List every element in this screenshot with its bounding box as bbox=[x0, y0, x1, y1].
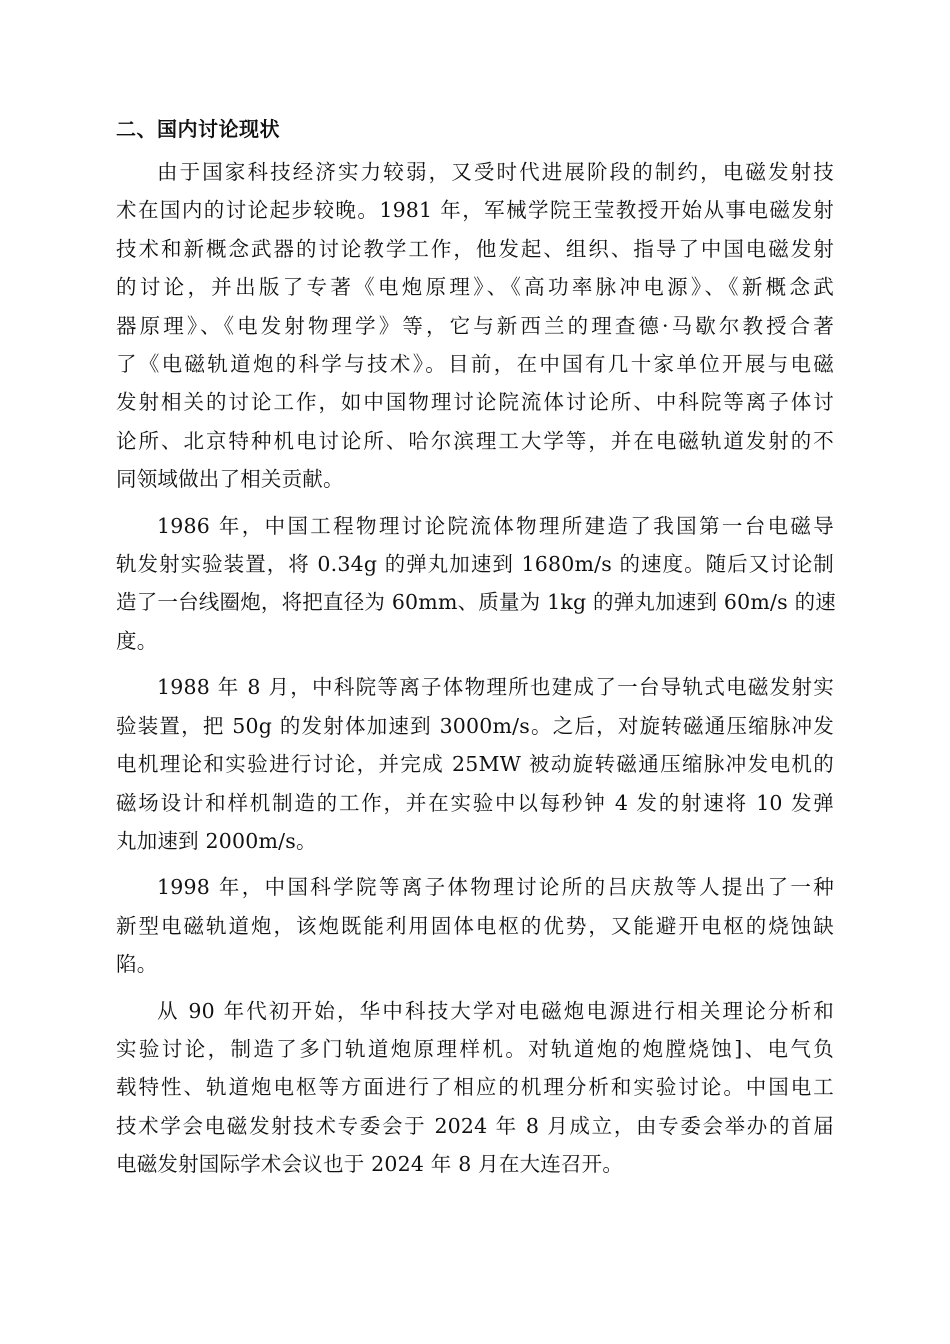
paragraph-line: 造了一台线圈炮，将把直径为 60mm、质量为 1kg 的弹丸加速到 60m/s 的速 bbox=[116, 590, 836, 615]
paragraph-line: 1988 年 8 月，中科院等离子体物理所也建成了一台导轨式电磁发射实 bbox=[157, 675, 834, 700]
paragraph-line: 轨发射实验装置，将 0.34g 的弹丸加速到 1680m/s 的速度。随后又讨论制 bbox=[116, 552, 834, 577]
section-heading: 二、国内讨论现状 bbox=[116, 117, 280, 141]
paragraph-line: 1998 年，中国科学院等离子体物理讨论所的吕庆敖等人提出了一种 bbox=[157, 875, 834, 900]
paragraph-line: 陷。 bbox=[116, 952, 158, 977]
paragraph-line: 论所、北京特种机电讨论所、哈尔滨理工大学等，并在电磁轨道发射的不 bbox=[116, 428, 834, 453]
paragraph-line: 的讨论，并出版了专著《电炮原理》、《高功率脉冲电源》、《新概念武 bbox=[116, 275, 834, 300]
paragraph-line: 新型电磁轨道炮，该炮既能利用固体电枢的优势，又能避开电枢的烧蚀缺 bbox=[116, 913, 834, 938]
paragraph-line: 实验讨论，制造了多门轨道炮原理样机。对轨道炮的炮膛烧蚀]、电气负 bbox=[116, 1036, 834, 1061]
paragraph-line: 电磁发射国际学术会议也于 2024 年 8 月在大连召开。 bbox=[116, 1152, 624, 1177]
paragraph-line: 技术和新概念武器的讨论教学工作，他发起、组织、指导了中国电磁发射 bbox=[116, 236, 834, 261]
paragraph-line: 电机理论和实验进行讨论，并完成 25MW 被动旋转磁通压缩脉冲发电机的 bbox=[116, 752, 834, 777]
paragraph-line: 器原理》、《电发射物理学》等，它与新西兰的理查德·马歇尔教授合著 bbox=[116, 313, 834, 338]
paragraph-line: 发射相关的讨论工作，如中国物理讨论院流体讨论所、中科院等离子体讨 bbox=[116, 390, 834, 415]
paragraph bbox=[116, 868, 834, 983]
document-page bbox=[116, 110, 834, 1192]
paragraph-line: 技术学会电磁发射技术专委会于 2024 年 8 月成立，由专委会举办的首届 bbox=[116, 1113, 834, 1138]
paragraph bbox=[116, 992, 834, 1184]
paragraph-line: 从 90 年代初开始，华中科技大学对电磁炮电源进行相关理论分析和 bbox=[157, 998, 834, 1023]
paragraph-line: 术在国内的讨论起步较晚。1981 年，军械学院王莹教授开始从事电磁发射 bbox=[116, 198, 834, 223]
paragraph-line: 验装置，把 50g 的发射体加速到 3000m/s。之后，对旋转磁通压缩脉冲发 bbox=[116, 713, 834, 738]
paragraph-line: 同领域做出了相关贡献。 bbox=[116, 467, 344, 492]
paragraph bbox=[116, 153, 834, 499]
paragraph bbox=[116, 507, 834, 661]
body-text bbox=[116, 153, 834, 1184]
paragraph-line: 载特性、轨道炮电枢等方面进行了相应的机理分析和实验讨论。中国电工 bbox=[116, 1075, 834, 1100]
paragraph-line: 由于国家科技经济实力较弱，又受时代进展阶段的制约，电磁发射技 bbox=[157, 160, 834, 184]
paragraph-line: 1986 年，中国工程物理讨论院流体物理所建造了我国第一台电磁导 bbox=[157, 513, 834, 538]
paragraph-line: 度。 bbox=[116, 628, 158, 653]
paragraph-line: 磁场设计和样机制造的工作，并在实验中以每秒钟 4 发的射速将 10 发弹 bbox=[116, 790, 834, 815]
paragraph bbox=[116, 668, 834, 860]
paragraph-line: 丸加速到 2000m/s。 bbox=[116, 828, 317, 853]
paragraph-line: 了《电磁轨道炮的科学与技术》。目前，在中国有几十家单位开展与电磁 bbox=[116, 352, 834, 377]
